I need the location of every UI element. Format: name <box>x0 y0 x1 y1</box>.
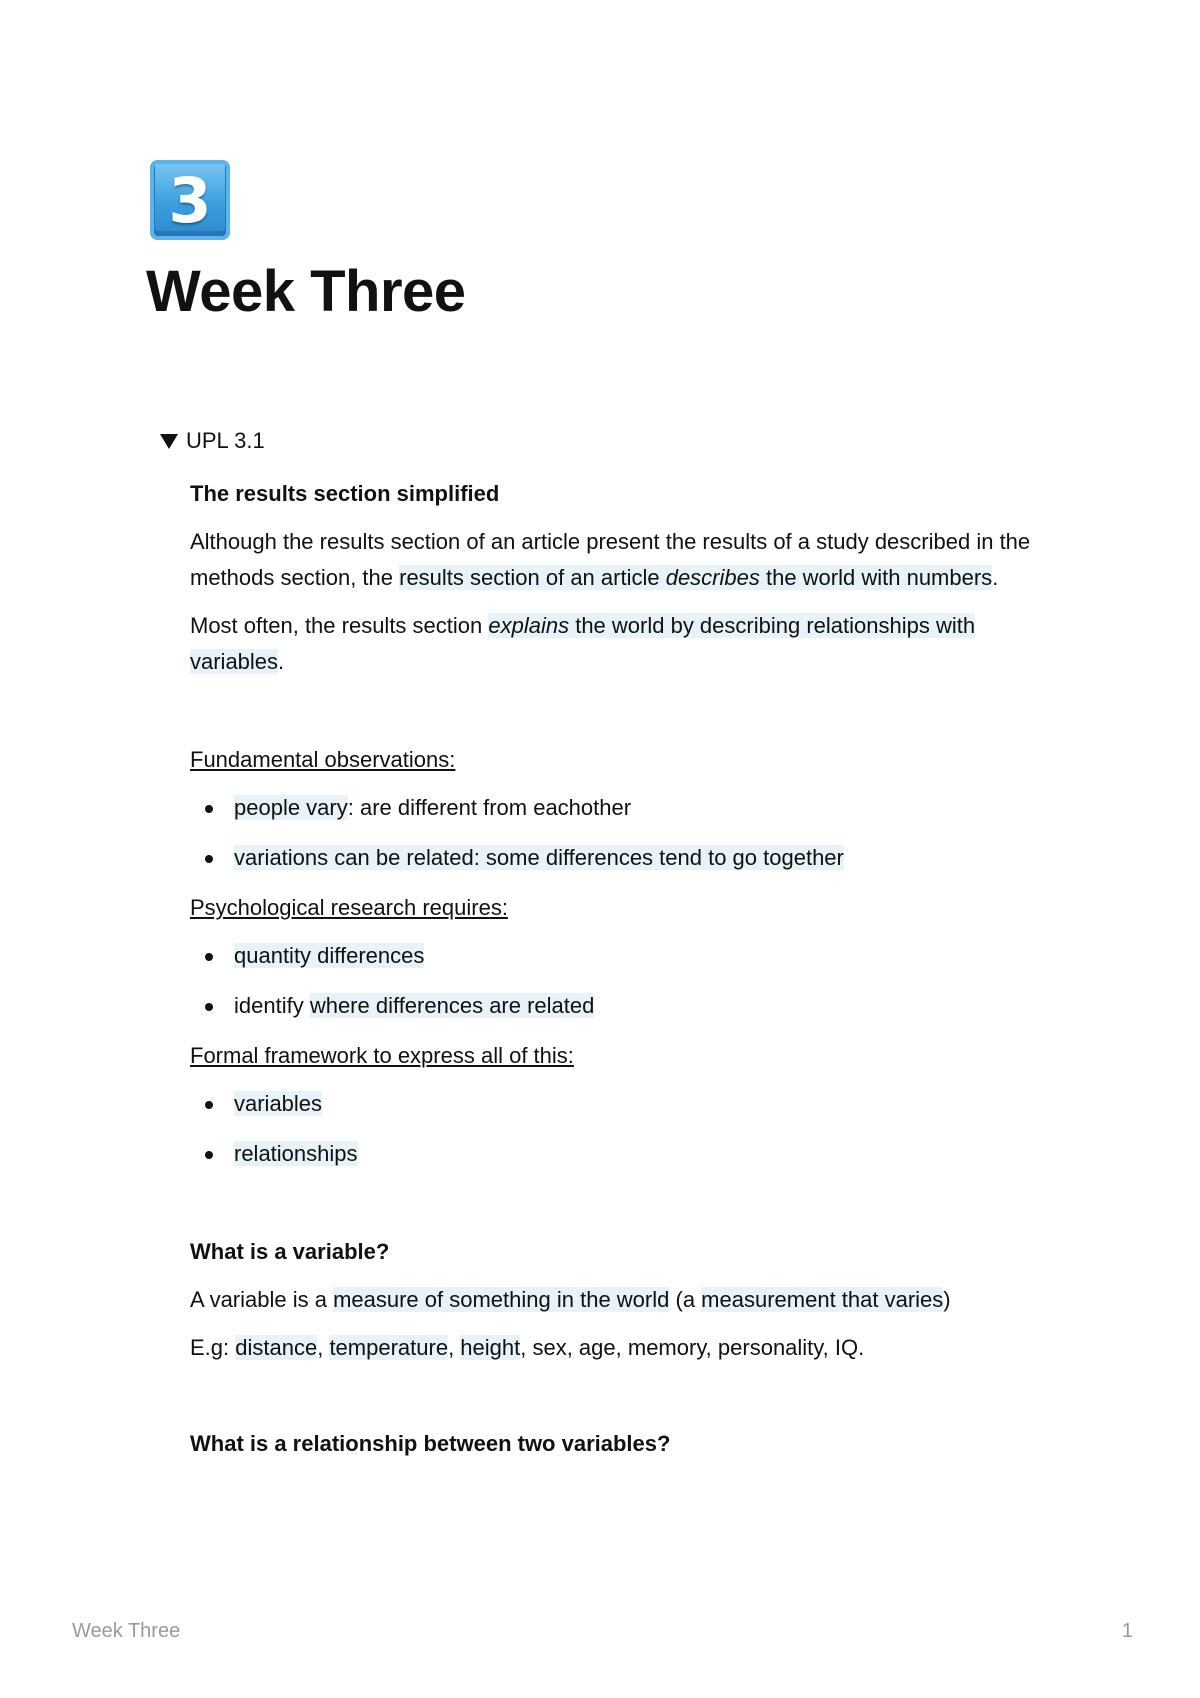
bullet-icon <box>205 805 213 813</box>
page-title: Week Three <box>146 259 466 324</box>
highlight-italic-span: explains <box>488 613 570 638</box>
toggle-content <box>190 476 1070 1474</box>
highlight-span: measurement that varies <box>701 1287 944 1312</box>
text-span: E.g: <box>190 1335 236 1360</box>
text-span: . <box>278 649 285 674</box>
bullet-icon <box>205 953 213 961</box>
list-item <box>190 938 1070 974</box>
list-item <box>190 790 1070 826</box>
heading-results-section: The results section simplified <box>190 481 500 506</box>
heading-what-is-variable: What is a variable? <box>190 1239 390 1264</box>
highlight-italic-span: describes <box>665 565 760 590</box>
list-fundamental-observations <box>190 790 1070 876</box>
heading-relationship: What is a relationship between two variables? <box>190 1431 671 1456</box>
paragraph-results-explains <box>190 608 1070 680</box>
page-number: 1 <box>1121 1620 1133 1642</box>
highlight-span: relationships <box>234 1141 358 1166</box>
text-span: A variable is a <box>190 1287 334 1312</box>
bullet-icon <box>205 855 213 863</box>
highlight-span: measure of something in the world <box>333 1287 670 1312</box>
toggle-upl-3-1[interactable] <box>160 428 265 454</box>
highlight-span: variations can be related: some differences tend to go together <box>234 845 844 870</box>
highlight-span: the world with numbers <box>759 565 993 590</box>
highlight-span: temperature <box>329 1335 449 1360</box>
label-formal-framework: Formal framework to express all of this: <box>190 1043 574 1068</box>
label-research-requires: Psychological research requires: <box>190 895 508 920</box>
list-item <box>190 988 1070 1024</box>
highlight-span: people vary <box>234 795 348 820</box>
triangle-down-icon[interactable] <box>160 434 178 449</box>
text-span: , sex, age, memory, personality, IQ. <box>520 1335 865 1360</box>
paragraph-variable-definition <box>190 1282 1070 1318</box>
text-span: , <box>317 1335 330 1360</box>
text-span: , <box>448 1335 461 1360</box>
list-formal-framework <box>190 1086 1070 1172</box>
paragraph-results-intro <box>190 524 1070 596</box>
list-item <box>190 1086 1070 1122</box>
keycap-three-icon: 3 <box>150 160 230 240</box>
highlight-span: the world by describing relationships with variables <box>190 613 976 674</box>
bullet-icon <box>205 1101 213 1109</box>
text-span: . <box>992 565 999 590</box>
toggle-label: UPL 3.1 <box>186 428 265 453</box>
text-span: : are different from eachother <box>347 795 632 820</box>
bullet-icon <box>205 1003 213 1011</box>
highlight-span: distance <box>235 1335 318 1360</box>
list-item <box>190 840 1070 876</box>
footer-title: Week Three <box>72 1620 181 1642</box>
text-span: identify <box>234 993 310 1018</box>
text-span: ) <box>943 1287 951 1312</box>
bullet-icon <box>205 1151 213 1159</box>
highlight-span: where differences are related <box>309 993 595 1018</box>
highlight-span: variables <box>234 1091 323 1116</box>
highlight-span: height <box>460 1335 521 1360</box>
text-span: Most often, the results section <box>190 613 489 638</box>
text-span: Although the results section of an article present the results of a study described in the methods section, the <box>190 529 1031 590</box>
list-item <box>190 1136 1070 1172</box>
highlight-span: results section of an article <box>399 565 666 590</box>
list-research-requires <box>190 938 1070 1024</box>
paragraph-variable-examples <box>190 1330 1070 1366</box>
highlight-span: quantity differences <box>234 943 425 968</box>
label-fundamental-observations: Fundamental observations: <box>190 747 456 772</box>
text-span: (a <box>669 1287 702 1312</box>
